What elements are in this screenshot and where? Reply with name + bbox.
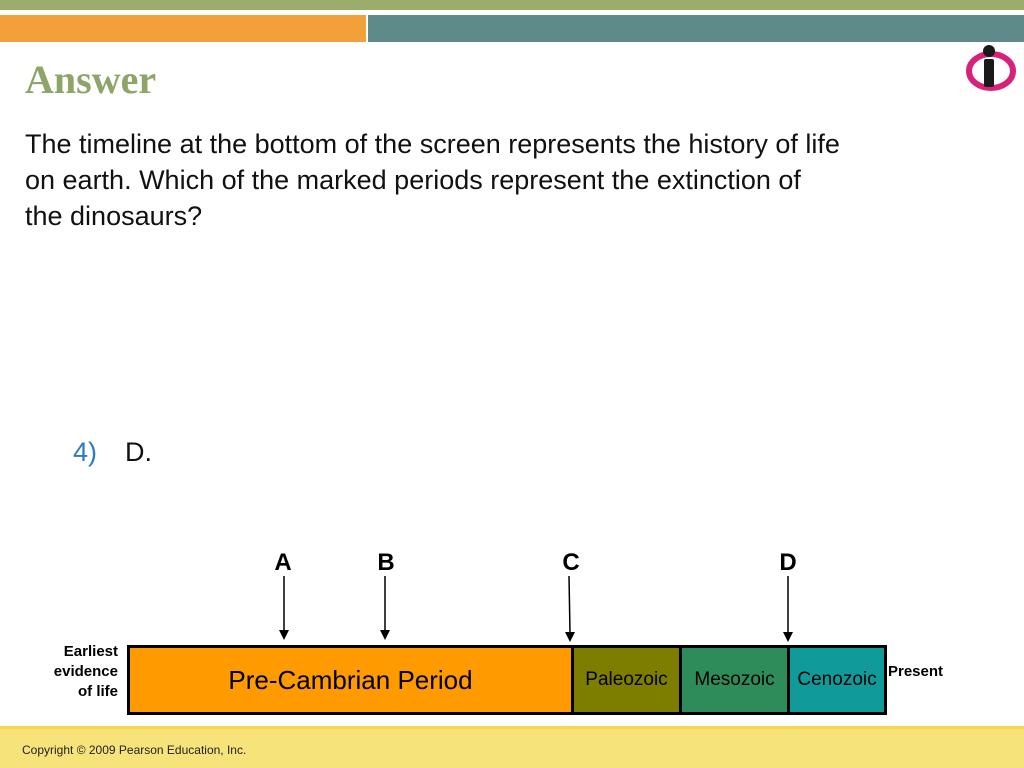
segment-precambrian: Pre-Cambrian Period [130, 648, 571, 712]
start-label-line: Earliest [63, 643, 118, 660]
start-label-line: of life [78, 683, 118, 700]
marker-arrow-d [778, 576, 798, 643]
segment-cenozoic: Cenozoic [787, 648, 884, 712]
header-orange-strip [0, 15, 366, 42]
segment-mesozoic: Mesozoic [679, 648, 787, 712]
marker-label-d: D [779, 549, 797, 576]
top-green-band [0, 0, 1024, 10]
question-text: The timeline at the bottom of the screen represents the history of life on earth. Which of the marked periods represent the extinction of the dinosaurs? [25, 129, 840, 231]
copyright-text: Copyright © 2009 Pearson Education, Inc. [22, 743, 247, 757]
info-logo-icon [964, 43, 1018, 93]
marker-arrow-c [560, 576, 580, 643]
marker-label-a: A [274, 549, 292, 576]
header-teal-strip [368, 15, 1024, 42]
start-label [30, 642, 118, 702]
footer-bar [0, 726, 1024, 768]
timeline-diagram [0, 540, 1024, 730]
marker-arrow-b [375, 576, 395, 641]
answer-number: 4) [73, 437, 98, 467]
marker-arrow-a [274, 576, 294, 641]
marker-label-b: B [377, 549, 395, 576]
segment-paleozoic: Paleozoic [571, 648, 679, 712]
timeline-bar [127, 645, 887, 715]
footer-divider [0, 726, 1024, 729]
marker-label-c: C [562, 549, 580, 576]
start-label-line: evidence [53, 663, 118, 680]
end-label: Present [888, 663, 944, 680]
slide-title: Answer [25, 57, 157, 102]
answer-text: D. [125, 437, 152, 467]
answer-item [73, 437, 152, 468]
